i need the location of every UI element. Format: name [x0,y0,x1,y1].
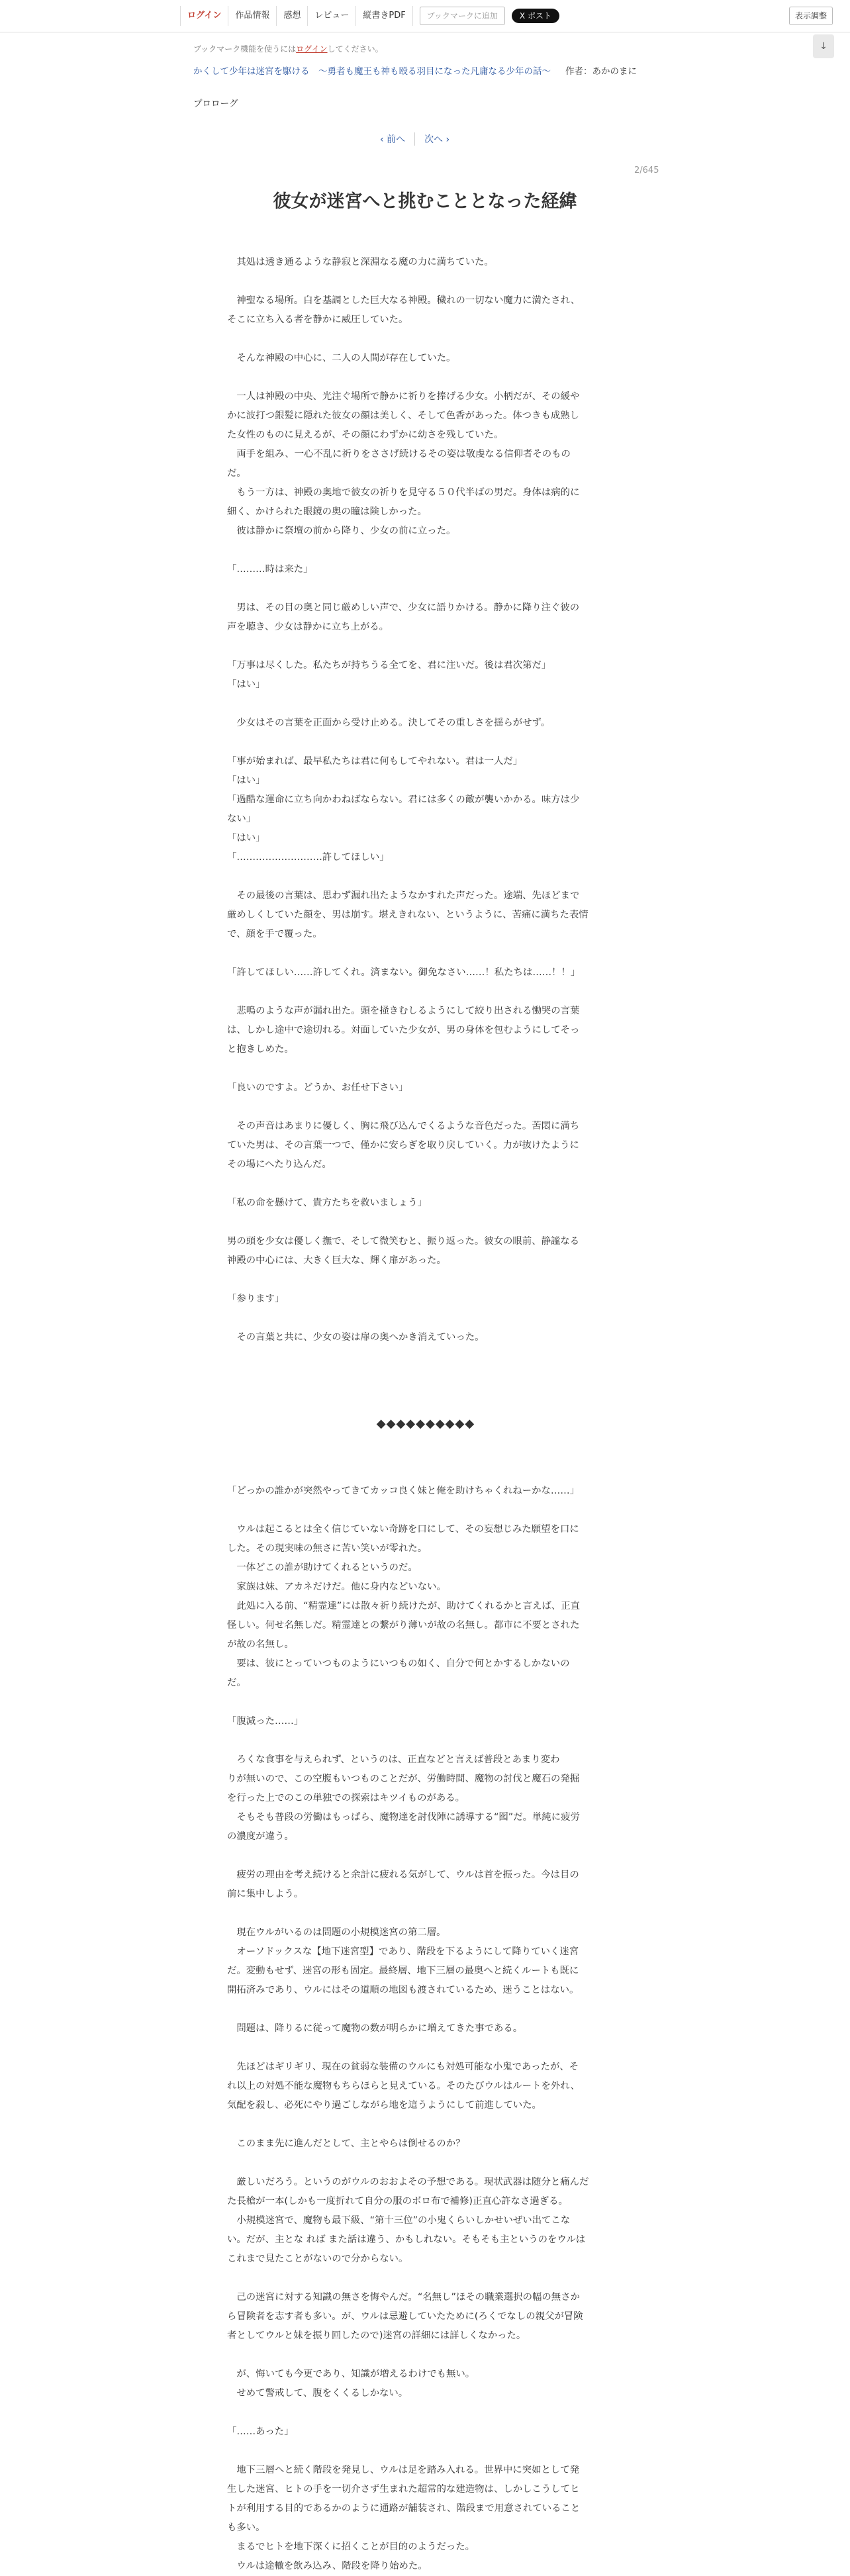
body-line: 一人は神殿の中央、光注ぐ場所で静かに祈りを捧げる少女。小柄だが、その緩や [227,391,580,402]
body-line: 両手を組み、一心不乱に祈りをささげ続けるその姿は敬虔なる信仰者そのもの [227,449,571,459]
blank-line [227,1693,624,1712]
blank-line [227,2115,624,2134]
body-line: 気配を殺し、必死にやり過ごしながら地を這うようにして前進していた。 [227,2100,542,2111]
blank-line [227,2038,624,2058]
body-line: 少女はその言葉を正面から受け止める。決してその重しさを揺らがせず。 [227,718,551,728]
blank-line [227,368,624,387]
body-line: その場にへたり込んだ。 [227,1159,332,1170]
body-line: りが無いので、この空腹もいつものことだが、労働時間、魔物の討伐と魔石の発掘 [227,1774,580,1784]
blank-line [227,982,624,1002]
body-line: 「許してほしい……許してくれ。済まない。御免なさい……！私たちは……！！」 [227,967,581,978]
blank-line [227,1366,624,1386]
body-line: 「はい」 [227,679,265,690]
body-line: 「………………………許してほしい」 [227,852,389,863]
body-line: ら冒険者を志す者も多い。が、ウルは忌避していたために(ろくでなしの親父が冒険 [227,2311,583,2322]
body-line: 声を聴き、少女は静かに立ち上がる。 [227,622,389,632]
blank-line [227,330,624,349]
novel-body [227,253,624,2576]
x-post-button[interactable]: X ポスト [512,9,559,23]
blank-line [227,1731,624,1750]
work-info-link[interactable]: 作品情報 [228,6,277,26]
episode-title: 彼女が迷宮へと挑むこととなった経緯 [273,191,577,212]
blank-line [227,1098,624,1117]
blank-line [227,2154,624,2173]
body-line: 「良いのですよ。どうか、お任せ下さい」 [227,1082,408,1093]
blank-line [227,1309,624,1328]
body-line: 問題は、降りるに従って魔物の数が明らかに増えてきた事である。 [227,2023,523,2034]
body-line: 神殿の中心には、大きく巨大な、輝く扉があった。 [227,1255,446,1266]
body-line: ウルは起こるとは全く信じていない奇跡を口にして、その妄想じみた願望を口に [227,1524,579,1535]
blank-line [227,2000,624,2019]
body-line: れ以上の対処不能な魔物もちらほらと見えている。そのたびウルはルートを外れ、 [227,2081,580,2091]
body-line: 「腹減った……」 [227,1716,304,1727]
body-line: その最後の言葉は、思わず漏れ出たようなかすれた声だった。途端、先ほどまで [227,890,580,901]
blank-line [227,541,624,560]
blank-line [227,2442,624,2461]
body-line: 「はい」 [227,775,265,786]
body-line: 厳しいだろう。というのがウルのおおよその予想である。現状武器は随分と痛んだ [227,2177,589,2187]
body-line: 男の頭を少女は優しく撫で、そして微笑むと、振り返った。彼女の眼前、静謐なる [227,1236,580,1247]
body-line: このまま先に進んだとして、主とやらは倒せるのか？ [227,2138,465,2149]
blank-line [227,1347,624,1366]
blank-line [227,1904,624,1923]
body-line: 彼は静かに祭壇の前から降り、少女の前に立った。 [227,526,456,536]
body-line: 前に集中しよう。 [227,1889,304,1899]
series-header [193,64,657,79]
header-nav [180,6,559,26]
blank-line [227,944,624,963]
body-line: 「過酷な運命に立ち向かわねばならない。君には多くの敵が襲いかかる。味方は少 [227,794,580,805]
bookmark-login-link[interactable]: ログイン [296,44,328,54]
body-line: 疲労の理由を考え続けると余計に疲れる気がして、ウルは首を振った。今は目の [227,1870,579,1880]
review-link[interactable]: レビュー [308,6,356,26]
body-line: 家族は妹、アカネだけだ。他に身内などいない。 [227,1582,446,1592]
body-line: 一体どこの誰が助けてくれるというのだ。 [227,1562,418,1573]
blank-line [227,1846,624,1866]
body-line: の濃度が違う。 [227,1831,294,1842]
bookmark-login-note [193,43,383,54]
body-line: 「どっかの誰かが突然やってきてカッコ良く妹と俺を助けちゃくれねーかな……」 [227,1486,580,1496]
body-line: 現在ウルがいるのは問題の小規模迷宮の第二層。 [227,1927,446,1938]
blank-line [227,1501,624,1520]
body-line: 者としてウルと妹を振り回したので)迷宮の詳細には詳しくなかった。 [227,2330,526,2341]
add-bookmark-button[interactable]: ブックマークに追加 [420,7,505,25]
vertical-pdf-link[interactable]: 縦書きPDF [356,6,412,26]
body-line: 小規模迷宮で、魔物も最下級、“第十三位”の小鬼くらいしかせいぜい出てこな [227,2215,571,2226]
body-line: い。だが、主とな れば また話は違う、かもしれない。そもそも主というのをウルは [227,2234,586,2245]
body-line: かに波打つ銀髪に隠れた彼女の顔は美しく、そして色香があった。体つきも成熟し [227,410,580,421]
body-line: まるでヒトを地下深くに招くことが目的のようだった。 [227,2542,475,2552]
body-line: 「……あった」 [227,2426,294,2437]
blank-line [227,2403,624,2422]
blank-line [227,867,624,886]
body-line: が故の名無し。 [227,1639,294,1650]
blank-line [227,1462,624,1482]
blank-line [227,1174,624,1194]
body-line: ていた男は、その言葉一つで、僅かに安らぎを取り戻していく。力が抜けたように [227,1140,579,1151]
body-line: 厳めしくしていた顔を、男は崩す。堪えきれない、というように、苦痛に満ちた表情 [227,910,589,920]
body-line: トが利用する目的であるかのように通路が舗装され、階段まで用意されていること [227,2503,581,2514]
body-line: した。その現実味の無さに苦い笑いが零れた。 [227,1543,428,1554]
body-line: 地下三層へと続く階段を発見し、ウルは足を踏み入れる。世界中に突如として発 [227,2465,580,2475]
body-line: その声音はあまりに優しく、胸に飛び込んでくるような音色だった。苦悶に満ち [227,1121,580,1131]
body-line: を行った上でのこの単独での探索はキツイものがある。 [227,1793,465,1803]
body-line: そんな神殿の中心に、二人の人間が存在していた。 [227,353,456,363]
top-header [0,0,850,32]
body-line: 「参ります」 [227,1294,285,1304]
body-line: 要は、彼にとっていつものようにいつもの如く、自分で何とかするしかないの [227,1658,570,1669]
body-line: ない」 [227,814,256,824]
author-label: 作者：あかのまに [565,66,637,77]
body-line: 神聖なる場所。白を基調とした巨大なる神殿。穢れの一切ない魔力に満たされ、 [227,295,581,306]
display-settings-button[interactable]: 表示調整 [789,7,833,25]
body-line: 生した迷宮、ヒトの手を一切介さず生まれた超常的な建造物は、しかしこうしてヒ [227,2484,580,2495]
body-line: 細く、かけられた眼鏡の奥の瞳は険しかった。 [227,506,427,517]
body-line: 己の迷宮に対する知識の無さを悔やんだ。“名無し”ほその職業選択の幅の無さか [227,2292,580,2303]
bookmark-note-text: ブックマーク機能を使うには [193,44,297,54]
blank-line [227,2346,624,2365]
body-line: 怪しい。何せ名無しだ。精霊達との繋がり薄いが故の名無し。都市に不要とされた [227,1620,580,1631]
body-line: もう一方は、神殿の奥地で彼女の祈りを見守る５０代半ばの男だ。身体は病的に [227,487,580,498]
blank-line [227,579,624,598]
blank-line [227,733,624,752]
body-line: も多い。 [227,2522,265,2533]
blank-line [227,1386,624,1405]
episode-pager [371,132,459,146]
body-line: 開拓済みであり、ウルにはその道順の地図も渡されているため、迷うことはない。 [227,1985,579,1995]
bookmark-note-text-end: してください。 [327,44,383,54]
body-line: その言葉と共に、少女の姿は扉の奥へかき消えていった。 [227,1332,485,1343]
scroll-down-icon[interactable]: ↓ [813,34,834,58]
body-line: だ。 [227,1678,246,1688]
body-line: だ。変動もせず、迷宮の形も固定。最終層、地下三層の最奥へと続くルートも既に [227,1966,579,1976]
body-line: で、顔を手で覆った。 [227,929,322,939]
body-line: ウルは途轍を飲み込み、階段を降り始めた。 [227,2561,428,2571]
body-line: そこに立ち入る者を静かに威圧していた。 [227,314,408,325]
body-line: 「はい」 [227,833,265,843]
blank-line [227,1213,624,1232]
blank-line [227,637,624,656]
body-line: 男は、その目の奥と同じ厳めしい声で、少女に語りかける。静かに降り注ぐ彼の [227,602,580,613]
body-line: 「事が始まれば、最早私たちは君に何もしてやれない。君は一人だ」 [227,756,523,767]
series-title-link[interactable]: かくして少年は迷宮を駆ける 〜勇者も魔王も神も殴る羽目になった凡庸なる少年の話〜 [193,66,551,77]
login-link[interactable]: ログイン [180,6,228,26]
body-line: ろくな食事を与えられず、というのは、正直などと言えば普段とあまり変わ [227,1754,560,1765]
body-line: 「………時は来た」 [227,564,313,575]
body-line: せめて警戒して、腹をくくるしかない。 [227,2388,408,2399]
chapter-name: プロローグ [193,99,238,109]
body-line: 此処に入る前、“精霊達”には散々祈り続けたが、助けてくれるかと言えば、正直 [227,1601,580,1611]
blank-line [227,1059,624,1078]
body-line: と抱きしめた。 [227,1044,294,1055]
body-line: オーソドックスな【地下迷宮型】であり、階段を下るようにして降りていく迷宮 [227,1946,579,1957]
scene-divider: ◆◆◆◆◆◆◆◆◆◆ [376,1417,475,1431]
body-line: た長槍が一本(しかも一度折れて自分の服のボロ布で補修)正直心許なさ過ぎる。 [227,2196,568,2207]
body-line: た女性のものに見えるが、その顔にわずかに幼さを残していた。 [227,430,504,440]
blank-line [227,1443,624,1462]
blank-line [227,272,624,291]
blank-line [227,1270,624,1290]
page-number: 2/645 [634,166,659,175]
body-line: 悲鳴のような声が漏れ出た。頭を掻きむしるようにして絞り出される慟哭の言葉 [227,1006,580,1016]
body-line: 「万事は尽くした。私たちが持ちうる全てを、君に注いだ。後は君次第だ」 [227,660,551,671]
impressions-link[interactable]: 感想 [277,6,308,26]
next-episode-button[interactable]: 次へ › [424,134,450,145]
body-line: 先ほどはギリギリ、現在の貧弱な装備のウルにも対処可能な小鬼であったが、そ [227,2062,579,2072]
body-line: が、悔いても今更であり、知識が増えるわけでも無い。 [227,2369,475,2379]
blank-line [227,694,624,714]
body-line: そもそも普段の労働はもっぱら、魔物達を討伐陣に誘導する“囮”だ。単純に疲労 [227,1812,580,1823]
body-line: は、しかし途中で途切れる。対面していた少女が、男の身体を包むようにしてそっ [227,1025,580,1035]
body-line: 「私の命を懸けて、貴方たちを救いましょう」 [227,1198,427,1208]
body-line: これまで見たことがないので分からない。 [227,2254,408,2264]
prev-episode-button[interactable]: ‹ 前へ [371,132,415,146]
body-line: だ。 [227,468,246,479]
blank-line [227,2269,624,2288]
body-line: 其処は透き通るような静寂と深淵なる魔の力に満ちていた。 [227,257,494,267]
